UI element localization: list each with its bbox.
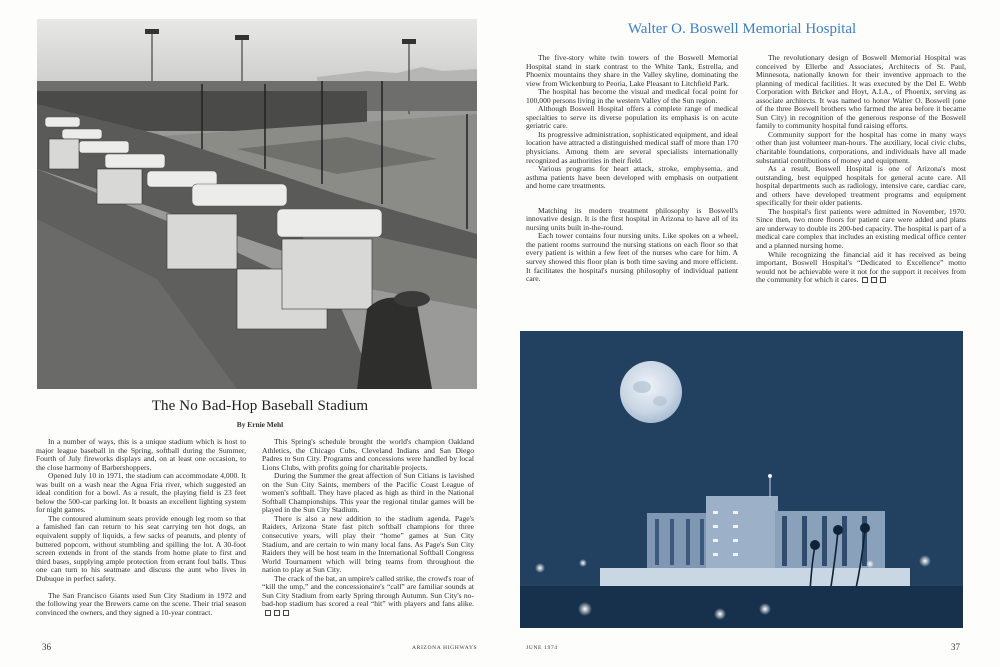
page-number-left: 36: [42, 642, 51, 652]
hospital-night-photo: [520, 331, 963, 628]
page-number-right: 37: [951, 642, 960, 652]
hospital-column-1: [526, 54, 738, 284]
paragraph: In a number of ways, this is a unique stadium which is host to major league baseball in the Spring, softball during the Summer, Fourth of July fireworks displays and, on at least one occasion, to the close harmony of Barbershoppers.: [36, 437, 246, 472]
paragraph: The hospital has become the visual and medical focal point for 100,000 persons living in the western Valley of the Sun region.: [526, 87, 738, 105]
end-mark-box-icon: [283, 610, 289, 616]
paragraph: Various programs for heart attack, stroke, emphysema, and asthma patients have been developed with emphasis on outpatient and home care treatments.: [526, 164, 738, 191]
end-mark-box-icon: [265, 610, 271, 616]
stadium-photo: [37, 19, 477, 389]
end-mark-box-icon: [274, 610, 280, 616]
paragraph-text: While recognizing the financial aid it has received as being important, Boswell Hospital's “Dedicated to Excellence” motto would not be achievable were it not for the support it receives from the community for which it cares.: [756, 249, 966, 285]
paragraph-text: The crack of the bat, an umpire's called strike, the crowd's roar of “kill the ump,” and the concessionaire's “call” are familiar sounds at Sun City Stadium from early Spring through Autumn. Sun City's no-bad-hop stadium has scored a real “hit” with players and fans alike.: [262, 573, 474, 609]
paragraph: Matching its modern treatment philosophy is Boswell's innovative design. It is the first hospital in Arizona to have all of its nursing units built in-the-round.: [526, 205, 738, 232]
paragraph: [262, 575, 474, 618]
paragraph: This Spring's schedule brought the world's champion Oakland Athletics, the Chicago Cubs, Cleveland Indians and San Diego Padres to Sun City. Programs and concessions were handled by local Lions Clubs, with profits going for charitable projects.: [262, 437, 474, 472]
paragraph: Although Boswell Hospital offers a complete range of medical specialties to serve its diverse population its emphasis is on acute geriatric care.: [526, 104, 738, 131]
paragraph: During the Summer the great affection of Sun Citians is lavished on the Sun City Saints, members of the Pacific Coast League of women's softball. They have placed as high as third in the National Softball Championships. This year the regional titular games will be played in the Sun City Stadium.: [262, 471, 474, 515]
paragraph: Its progressive administration, sophisticated equipment, and ideal location have attracted a distinguished medical staff of more than 170 physicians. Among them are several specialists internationally recognized as authorities in their field.: [526, 129, 738, 165]
end-mark-box-icon: [880, 277, 886, 283]
end-mark-box-icon: [862, 277, 868, 283]
paragraph: The hospital's first patients were admitted in November, 1970. Since then, two more floors for patient care were added and plans are underway to double its 200-bed capacity. The hospital is part of a medical care complex that includes an existing medical office center and a planned nursing home.: [756, 206, 966, 251]
paragraph: The five-story white twin towers of the Boswell Memorial Hospital stand in stark contrast to the White Tank, Estrella, and Phoenix mountains they share in the Valley skyline, dominating the view from Wickenburg to Peoria, Lake Pleasant to Litchfield Park.: [526, 53, 738, 88]
paragraph: There is also a new addition to the stadium agenda. Page's Raiders, Arizona State fast pitch softball champions for three consecutive years, will play their “home” games at Sun City Stadium, and are certain to win many local fans. As Page's Sun City Raiders they will be host team in the International Softball Congress World Tournament which will bring teams from throughout the nation to play at Sun City.: [262, 513, 474, 575]
article-title-stadium: The No Bad-Hop Baseball Stadium: [151, 398, 369, 414]
paragraph: The revolutionary design of Boswell Memorial Hospital was conceived by Ellerbe and Associates, Architects of St. Paul, Minnesota, nationally known for their inventive approach to the planning of medical facilities. It was executed by the Del E. Webb Corporation with Bricker and Hoyt, A.I.A., of Phoenix, serving as associate architects. It was named to honor Walter O. Boswell (one of the three Boswell brothers who farmed the area before it became Sun City) in recognition of the generous response of the Boswell family to community hospital fund raising efforts.: [756, 53, 966, 131]
hospital-column-2: [756, 54, 966, 285]
article-byline: By Ernie Mehl: [236, 420, 284, 429]
paragraph: Community support for the hospital has come in many ways other than just volunteer man-hours. The auxiliary, local civic clubs, charitable foundations, corporations, and individuals have all made substantial contributions of money and equipment.: [756, 129, 966, 165]
paragraph: Each tower contains four nursing units. Like spokes on a wheel, the patient rooms surround the nursing stations on each floor so that every patient is within a few feet of the nurses who care for him. A survey showed this floor plan is both time saving and more efficient. It facilitates the hospital's nursing philosophy of individual patient care.: [526, 231, 738, 284]
running-footer-date: JUNE 1974: [526, 645, 558, 651]
paragraph: The San Francisco Giants used Sun City Stadium in 1972 and the following year the Brewers came on the scene. Their trial season convinced the owners, and they signed a 10-year contract.: [36, 590, 246, 617]
paragraph: As a result, Boswell Hospital is one of Arizona's most outstanding, best equipped hospitals for general acute care. All hospital departments such as radiology, intensive care, cardiac care, and others have developed treatment programs and equipment specifically for their older patients.: [756, 164, 966, 208]
end-mark-box-icon: [871, 277, 877, 283]
stadium-column-2: [262, 438, 474, 617]
article-title-hospital: Walter O. Boswell Memorial Hospital: [627, 21, 857, 37]
paragraph: Opened July 10 in 1971, the stadium can accommodate 4,000. It was built on a wash near the Agua Fria river, which suggested an ideal condition for a bowl. As a result, the playing field is 23 feet below the 500-car parking lot. It boasts an excellent lighting system for night games.: [36, 471, 246, 515]
paragraph: [756, 251, 966, 285]
stadium-column-1: [36, 438, 246, 617]
paragraph: The contoured aluminum seats provide enough leg room so that a famished fan can return to his seat carrying ten hot dogs, an equivalent supply of liquids, a few sacks of peanuts, and plenty of buttered popcorn, without stumbling and spilling the lot. A 30-foot screen extends in front of the stands from home plate to first and third bases, supplying ample protection from errant foul balls. Thus one can turn to his seatmate and discuss the aunt who lives in Dubuque in perfect safety.: [36, 513, 246, 583]
running-footer-magazine: ARIZONA HIGHWAYS: [412, 645, 478, 651]
